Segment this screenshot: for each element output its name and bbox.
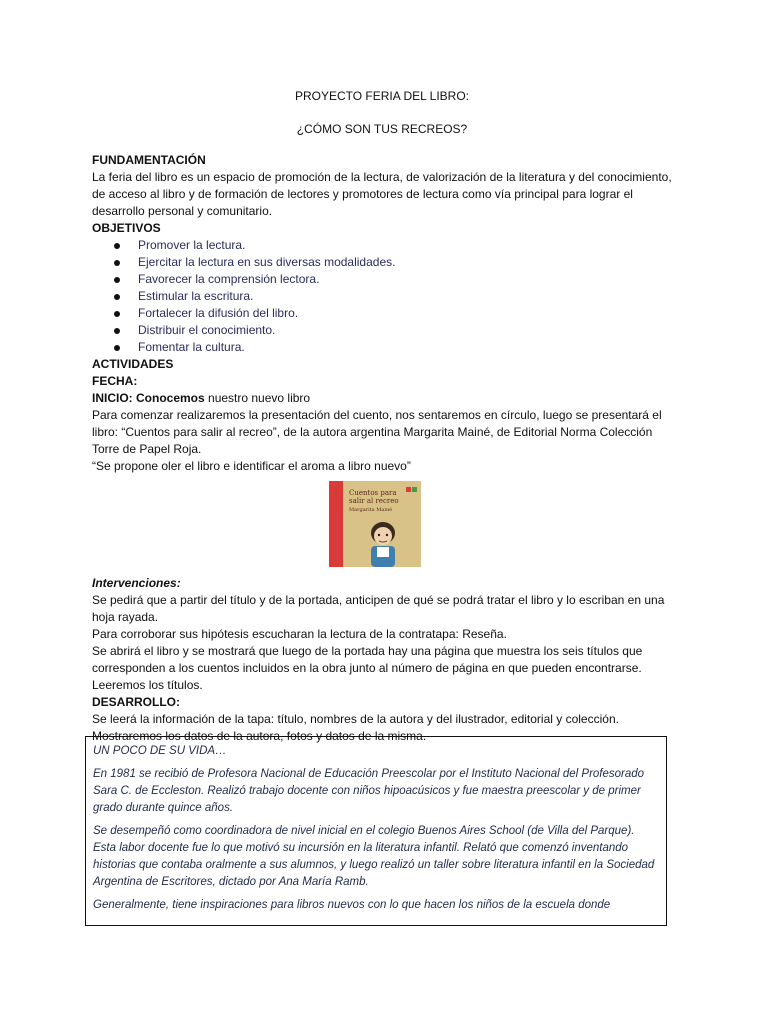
intervenciones-paragraph-2: Para corroborar sus hipótesis escucharan la lectura de la contratapa: Reseña. <box>92 627 507 641</box>
list-item: Distribuir el conocimiento. <box>114 322 672 339</box>
fecha-label: FECHA: <box>92 374 138 388</box>
cover-author: Margarita Mainé <box>349 507 393 513</box>
intervenciones-paragraph-1: Se pedirá que a partir del título y de la portada, anticipen de qué se podrá tratar el libro y lo escriban en una hoja rayada. <box>92 593 665 624</box>
cover-badge-green <box>412 487 417 492</box>
inicio-rest: nuestro nuevo libro <box>204 391 311 405</box>
list-item: Fomentar la cultura. <box>114 339 672 356</box>
bio-paragraph-1: En 1981 se recibió de Profesora Nacional de Educación Preescolar por el Instituto Nacional del Profesorado Sara C. de Eccleston. Realizó trabajo docente con niños hipoacúsicos y fue maestra preescolar y de primer grado durante quince años. <box>93 768 645 814</box>
author-bio-box <box>85 736 667 926</box>
bullet-icon <box>114 328 120 334</box>
bullet-icon <box>114 260 120 266</box>
list-item: Favorecer la comprensión lectora. <box>114 271 672 288</box>
book-cover-image <box>329 481 421 567</box>
list-item: Ejercitar la lectura en sus diversas modalidades. <box>114 254 672 271</box>
cover-title: Cuentos para salir al recreo <box>349 489 399 505</box>
actividades-section <box>92 356 672 475</box>
intervenciones-heading: Intervenciones: <box>92 576 181 590</box>
bio-paragraph-2: Se desempeñó como coordinadora de nivel inicial en el colegio Buenos Aires School (de Villa del Parque). Esta labor docente fue lo que motivó su incursión en la literatura infantil. Relató que comenzó inventando historias que contaba oralmente a sus alumnos, y luego realizó un taller sobre literatura infantil en la Sociedad Argentina de Escritores, dictado por Ana María Ramb. <box>93 825 655 888</box>
list-item: Fortalecer la difusión del libro. <box>114 305 672 322</box>
actividades-paragraph-1: Para comenzar realizaremos la presentación del cuento, nos sentaremos en círculo, luego se presentará el libro: “Cuentos para salir al recreo”, de la autora argentina Margarita Mainé, de Editorial Norma Colección Torre de Papel Roja. <box>92 408 662 456</box>
inicio-label: INICIO: Conocemos <box>92 391 205 405</box>
document-title: PROYECTO FERIA DEL LIBRO: <box>294 89 470 103</box>
bullet-icon <box>114 345 120 351</box>
objetivos-section <box>92 220 672 356</box>
list-item: Estimular la escritura. <box>114 288 672 305</box>
list-item: Promover la lectura. <box>114 237 672 254</box>
desarrollo-heading: DESARROLLO: <box>92 695 180 709</box>
bullet-icon <box>114 243 120 249</box>
bio-paragraph-3: Generalmente, tiene inspiraciones para libros nuevos con lo que hacen los niños de la escuela donde <box>93 899 611 911</box>
book-cover-area <box>92 479 672 569</box>
actividades-heading: ACTIVIDADES <box>92 357 174 371</box>
fundamentacion-text: La feria del libro es un espacio de promoción de la lectura, de valorización de la literatura y del conocimiento, de acceso al libro y de formación de lectores y promotores de lectura como vía principal para lograr el desarrollo personal y comunitario. <box>92 170 672 218</box>
desarrollo-paragraph-2: Mostraremos los datos de la autora, fotos y datos de la misma. <box>92 729 427 743</box>
document-page <box>92 88 672 745</box>
fundamentacion-heading: FUNDAMENTACIÓN <box>92 153 206 167</box>
fundamentacion-section <box>92 152 672 220</box>
bio-title: UN POCO DE SU VIDA… <box>93 745 227 757</box>
inicio-line <box>92 390 672 407</box>
intervenciones-paragraph-3: Se abrirá el libro y se mostrará que luego de la portada hay una página que muestra los seis títulos que corresponden a los cuentos incluidos en la obra junto al número de página en que pueden encontrarse. <box>92 644 643 675</box>
objetivos-list <box>92 237 672 356</box>
bullet-icon <box>114 311 120 317</box>
bullet-icon <box>114 277 120 283</box>
boy-illustration-icon <box>365 517 401 567</box>
desarrollo-paragraph-1: Se leerá la información de la tapa: título, nombres de la autora y del ilustrador, editorial y colección. <box>92 712 619 726</box>
intervenciones-paragraph-4: Leeremos los títulos. <box>92 678 203 692</box>
bullet-icon <box>114 294 120 300</box>
intervenciones-section <box>92 575 672 694</box>
objetivos-heading: OBJETIVOS <box>92 221 161 235</box>
actividades-paragraph-2: “Se propone oler el libro e identificar el aroma a libro nuevo” <box>92 459 411 473</box>
document-subtitle: ¿CÓMO SON TUS RECREOS? <box>296 122 468 136</box>
